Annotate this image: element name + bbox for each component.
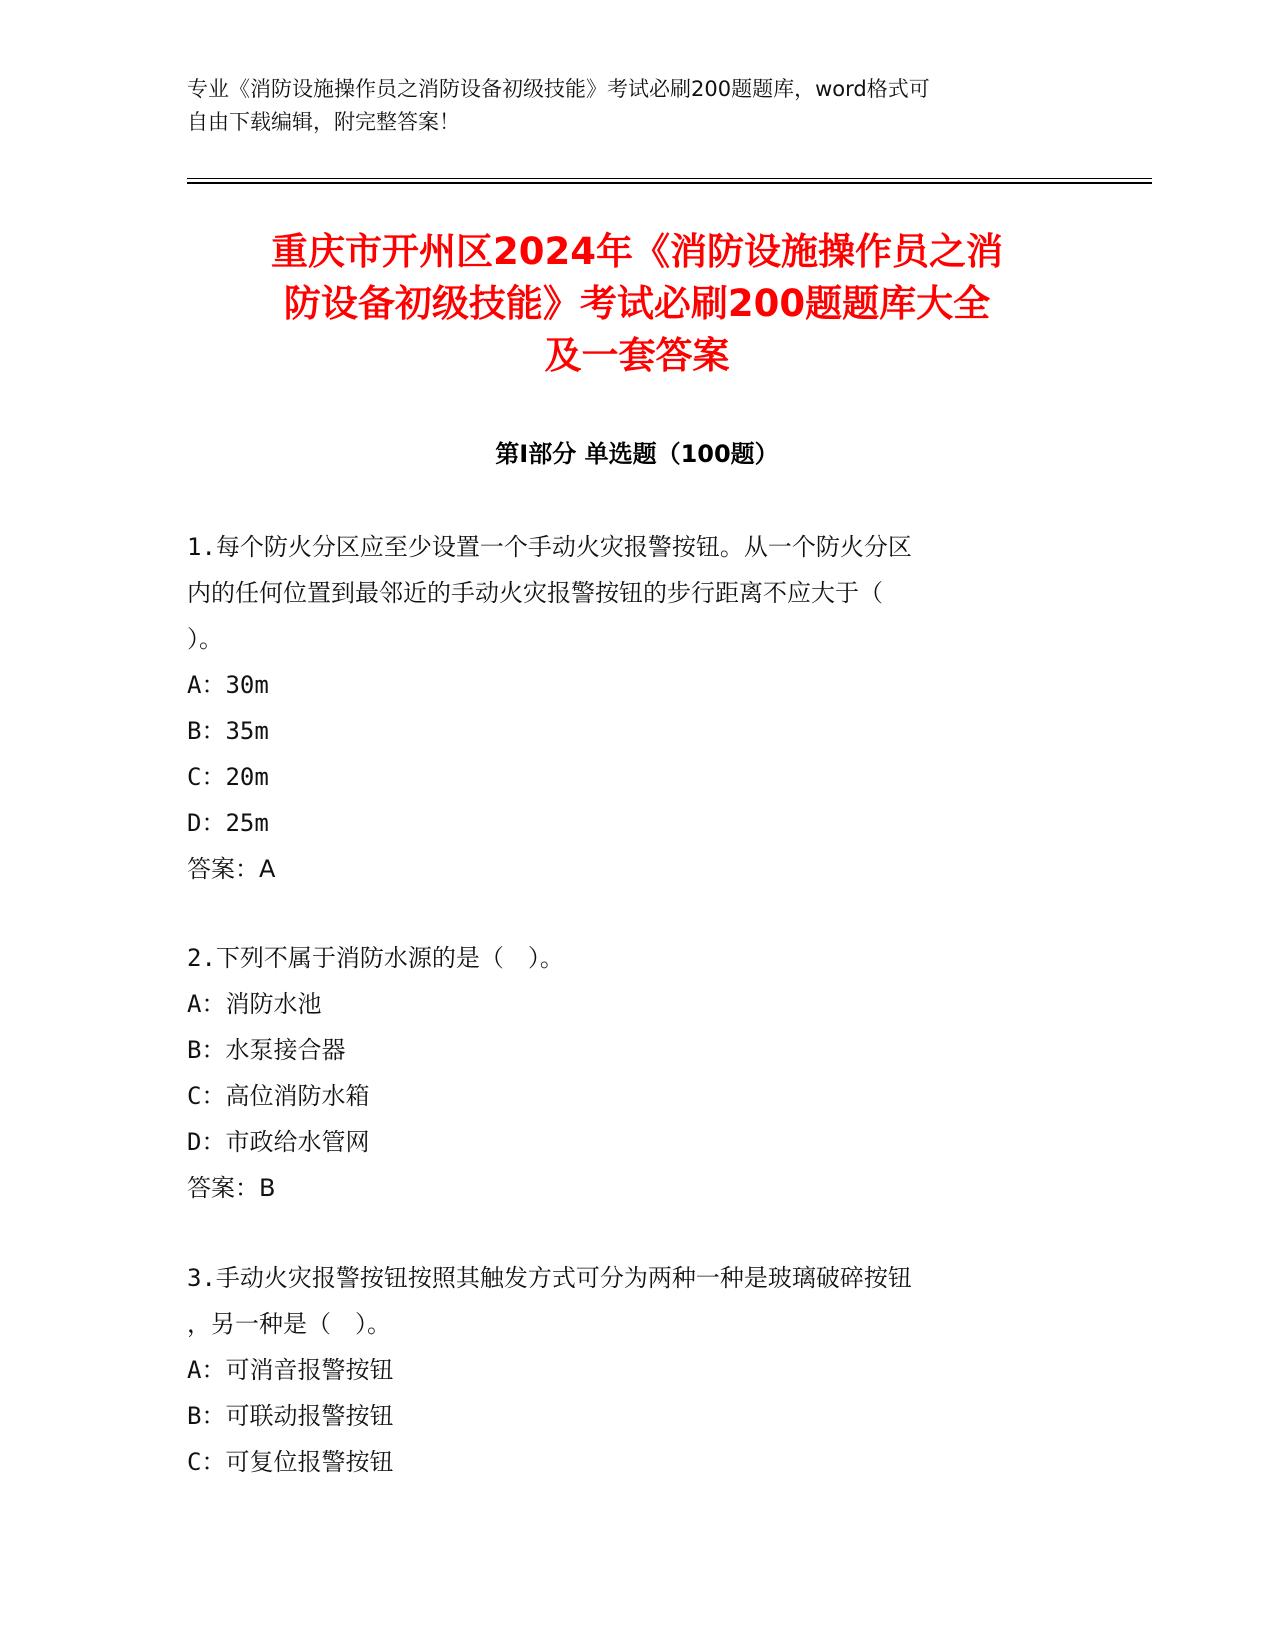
option-a: A：消防水池: [187, 990, 322, 1018]
option-b: B：可联动报警按钮: [187, 1402, 394, 1430]
question-text: ）。: [187, 625, 223, 653]
option-a: A：可消音报警按钮: [187, 1356, 394, 1384]
header-note-line: 自由下载编辑，附完整答案！: [187, 110, 460, 134]
title-line: 及一套答案: [544, 334, 730, 377]
section-heading: 第I部分 单选题（100题）: [495, 440, 779, 468]
question-text: 内的任何位置到最邻近的手动火灾报警按钮的步行距离不应大于（: [187, 579, 883, 607]
answer: 答案：B: [187, 1174, 276, 1202]
header-divider: [187, 182, 1152, 184]
question-text: 3.手动火灾报警按钮按照其触发方式可分为两种一种是玻璃破碎按钮: [187, 1264, 912, 1292]
option-c: C：可复位报警按钮: [187, 1448, 394, 1476]
question-2: [187, 935, 1067, 1211]
option-b: B：35m: [187, 717, 269, 745]
question-text: ，另一种是（ ）。: [187, 1310, 391, 1338]
option-c: C：高位消防水箱: [187, 1082, 370, 1110]
question-text: 2.下列不属于消防水源的是（ ）。: [187, 944, 564, 972]
header-divider: [187, 178, 1152, 179]
option-d: D：25m: [187, 809, 269, 837]
header-note: [187, 73, 1087, 139]
answer: 答案：A: [187, 855, 276, 883]
document-title: [187, 226, 1087, 382]
title-line: 重庆市开州区2024年《消防设施操作员之消: [271, 230, 1003, 273]
question-3: [187, 1255, 1067, 1485]
title-line: 防设备初级技能》考试必刷200题题库大全: [283, 282, 991, 325]
header-note-line: 专业《消防设施操作员之消防设备初级技能》考试必刷200题题库，word格式可: [187, 77, 930, 101]
question-1: [187, 524, 1067, 892]
option-b: B：水泵接合器: [187, 1036, 346, 1064]
option-d: D：市政给水管网: [187, 1128, 370, 1156]
question-text: 1.每个防火分区应至少设置一个手动火灾报警按钮。从一个防火分区: [187, 533, 912, 561]
option-c: C：20m: [187, 763, 269, 791]
option-a: A：30m: [187, 671, 269, 699]
